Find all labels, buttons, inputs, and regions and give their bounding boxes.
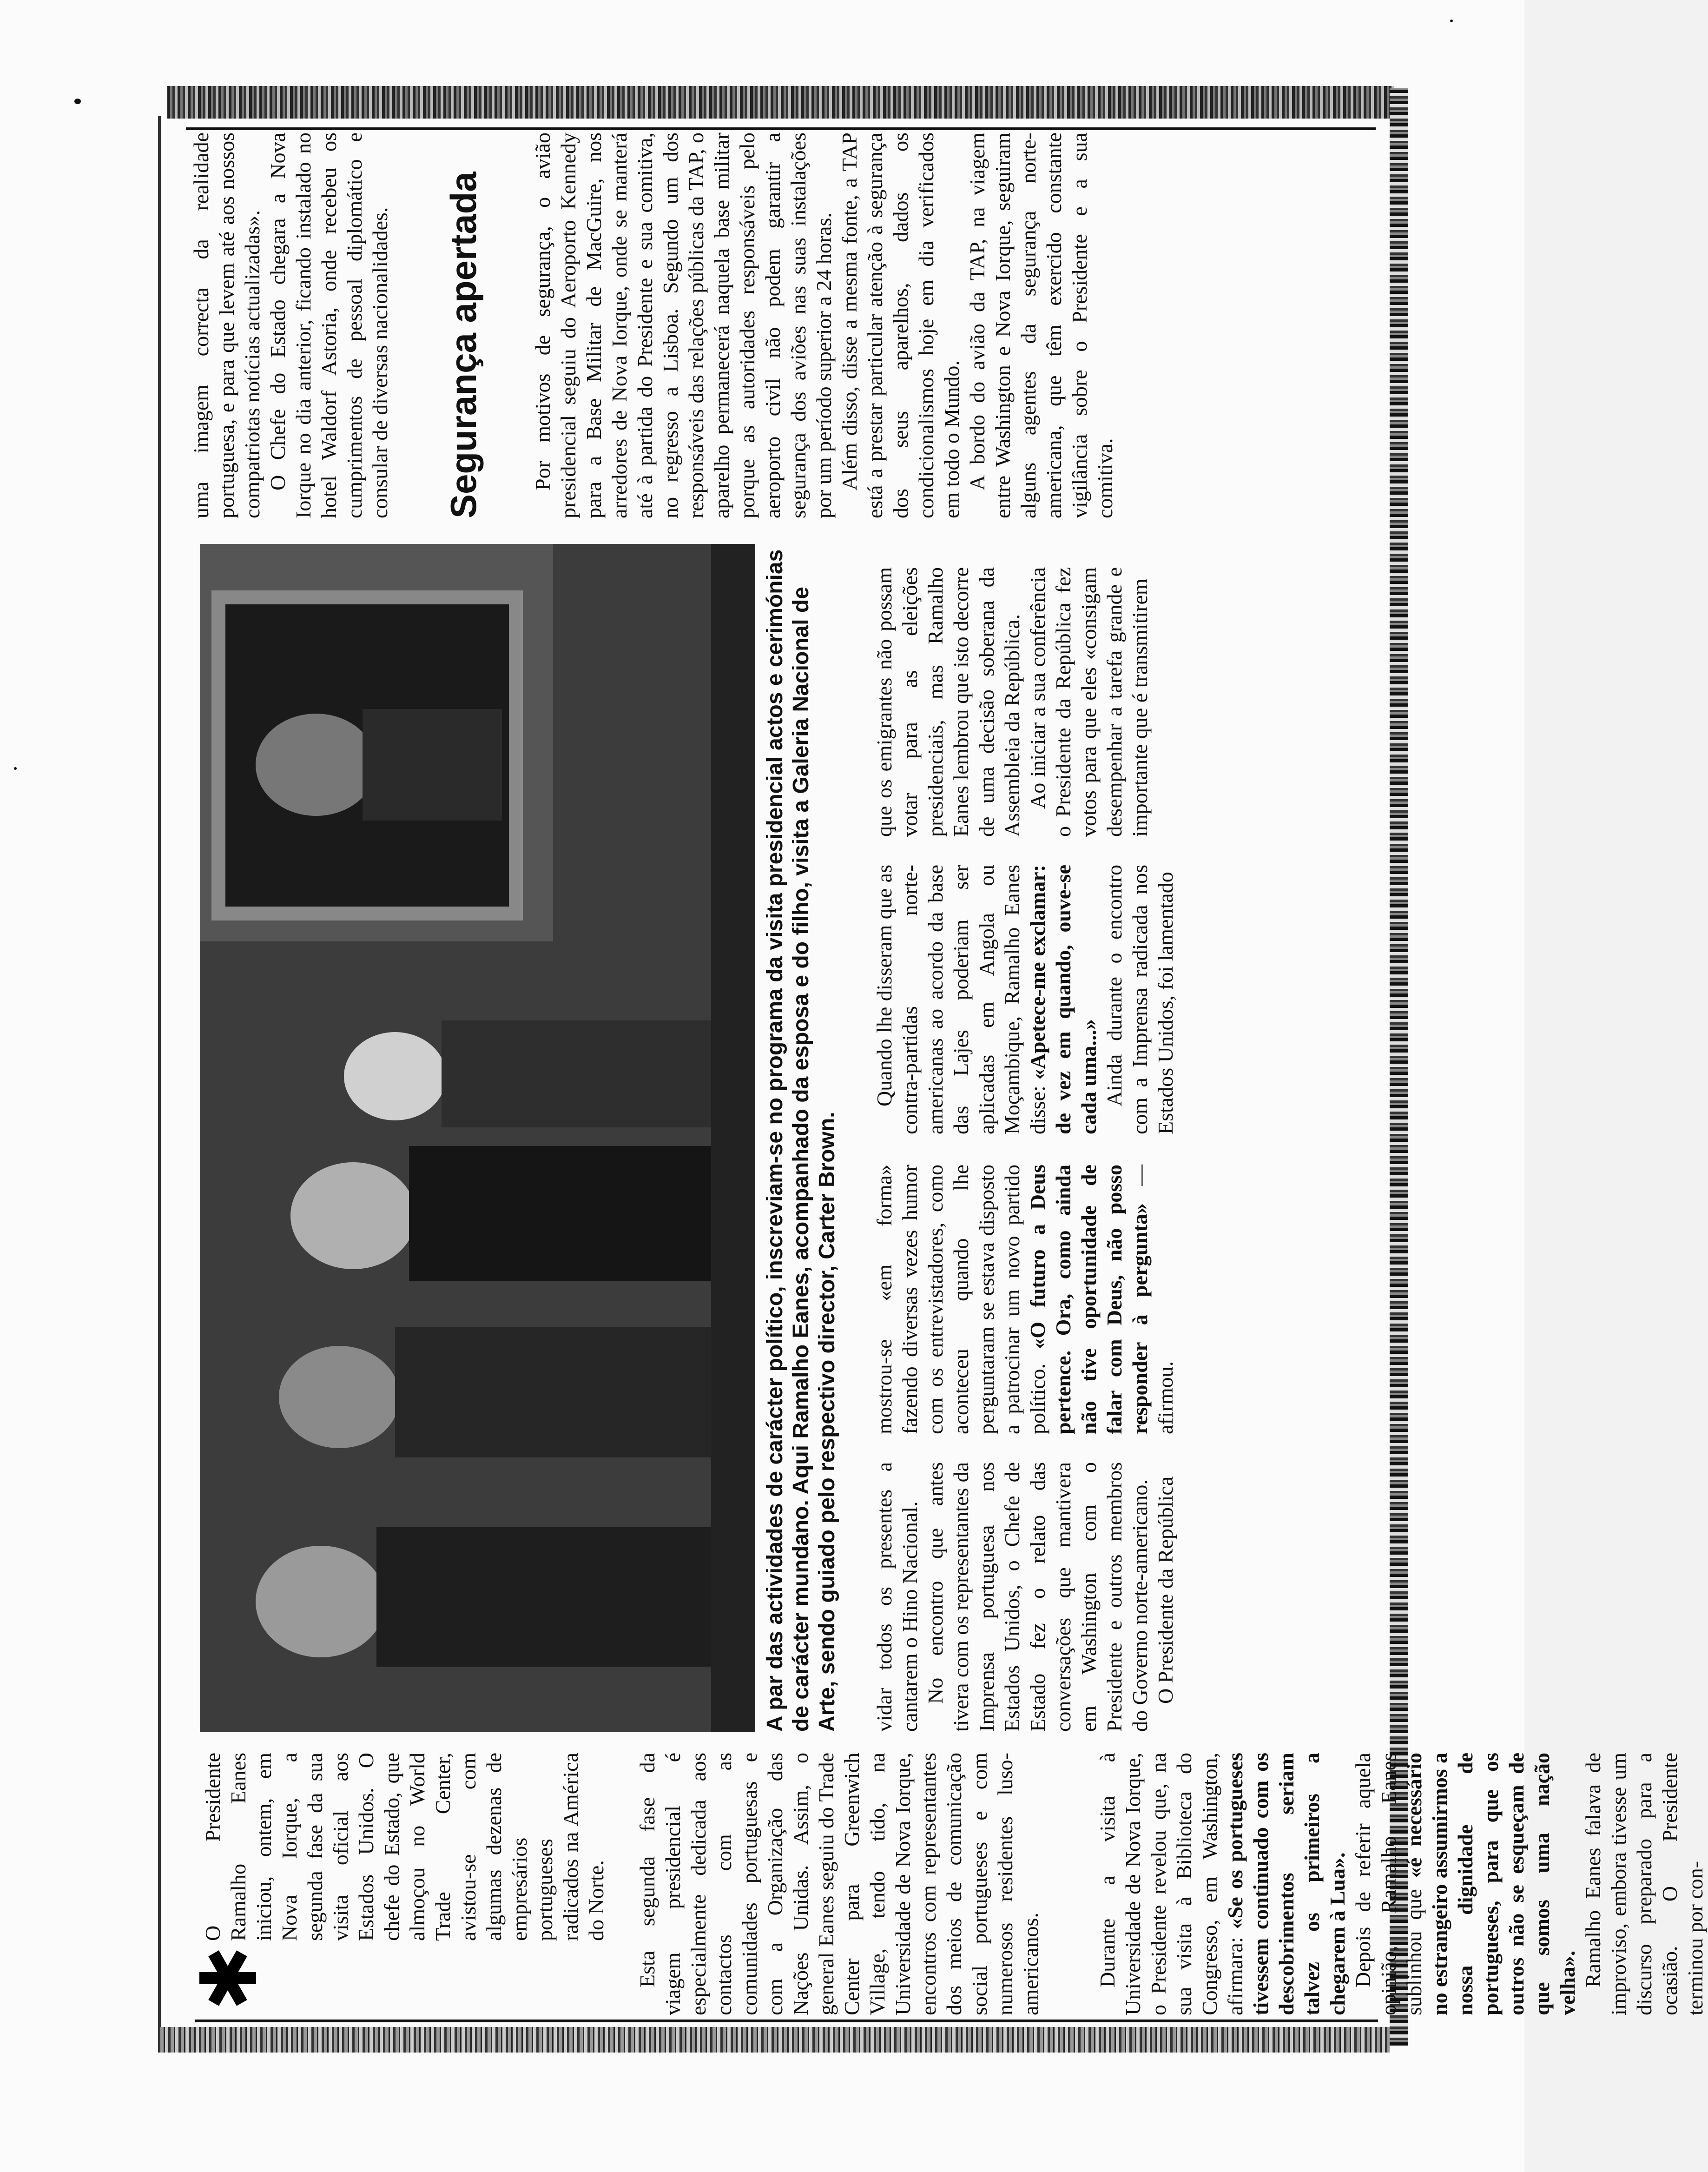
- text-run: Depois de referir aquela opinião, Ramalho Eanes sublinhou que: [1351, 1753, 1426, 2015]
- scan-edge-left: [158, 116, 161, 2027]
- text-run: Quando lhe disseram que as contra-partidas norte-americanas ao acordo da base das Lajes poderiam ser aplicadas em Angola ou Moçambique, Ramalho Eanes disse:: [872, 865, 1049, 1134]
- scan-edge-right: [1390, 88, 1408, 2046]
- paragraph: Por motivos de segurança, o avião presidencial seguiu do Aeroporto Kennedy para a Base Militar de MacGuire, nos arredores de Nova Iorque, onde se manterá até à partida do Presidente e sua comitiva, no regresso a Lisboa. Segundo um dos responsáveis das relações públicas da TAP, o aparelho permanecerá naquela base militar porque as autoridades responsáveis pelo aeroporto civil não podem garantir a segurança dos aviões nas suas instalações por um período superior a 24 horas.: [531, 132, 836, 518]
- column-rule: [195, 2020, 1378, 2022]
- article-column-1: [200, 1753, 1708, 2015]
- paragraph: [871, 865, 1101, 1134]
- quote-bold: «O futuro a Deus pertence. Ora, como ainda não tive oportunidade de falar com Deus, não posso responder à pergunta»: [1026, 1164, 1152, 1434]
- article-rotated: [167, 116, 1707, 2027]
- paragraph: [871, 1165, 1178, 1434]
- paragraph: A bordo do avião da TAP, na viagem entre Washington e Nova Iorque, seguiram alguns agentes da segurança norte-americana, que têm exercido constante vigilância sobre o Presidente e a sua comitiva.: [965, 132, 1117, 518]
- text-run: — afirmou.: [1128, 1164, 1177, 1434]
- paragraph: [1095, 1753, 1350, 2015]
- article-column-4: [871, 865, 1178, 1134]
- newspaper-clipping: [167, 116, 1707, 2027]
- paragraph: vidar todos os presentes a cantarem o Hino Nacional.: [872, 1462, 922, 1732]
- article-column-7: [530, 132, 1118, 518]
- paragraph: que os emigrantes não possam votar para as eleições presidenciais, mas Ramalho Eanes lembrou que isto decorre de uma decisão soberana da Assembleia da República.: [872, 567, 1024, 837]
- scan-edge-bottom: [158, 2027, 1390, 2053]
- quote-bold: «é necessário no estrangeiro assumirmos a nossa dignidade de portugueses, para que os outros não se esqueçam de que somos uma nação velha».: [1402, 1753, 1579, 2015]
- section-heading: Segurança apertada: [443, 172, 484, 518]
- paragraph: O Presidente Ramalho Eanes iniciou, ontem, em Nova Iorque, a segunda fase da sua visita oficial aos Estados Unidos. O chefe do Estado, que almoçou no World Trade Center, avistou-se com algumas dezenas de empresários portugueses radicados na América do Norte.: [201, 1753, 608, 1941]
- paragraph: Ramalho Eanes falava de improviso, embora tivesse um discurso preparado para a ocasião. O Presidente terminou por con-: [1581, 1753, 1707, 2015]
- paragraph: O Presidente da República: [1154, 1476, 1177, 1704]
- article-column-2: [871, 1462, 1178, 1732]
- ink-speck: [14, 767, 17, 770]
- paragraph: No encontro que antes tivera com os representantes da Imprensa portuguesa nos Estados Unidos, o Chefe de Estado fez o relato das conversações que mantivera em Washington com o Presidente e outros membros do Governo norte-americano.: [923, 1462, 1152, 1732]
- photograph-gallery-visit: [200, 544, 755, 1732]
- text-run: Durante a visita à Universidade de Nova Iorque, o Presidente revelou que, na sua visita à Biblioteca do Congresso, em Washington, afirmara:: [1095, 1753, 1247, 2015]
- article-column-5: [871, 567, 1153, 837]
- quote-bold: «Apetece-me exclamar: de vez em quando, ouve-se cada uma...»: [1026, 864, 1101, 1134]
- ink-speck: [1450, 20, 1453, 22]
- quote-bold: «Se os portugueses tivessem continuado com os descobrimentos seriam talvez os primeiros a chegarem à Lua».: [1223, 1753, 1349, 2015]
- article-column-6: [188, 132, 393, 518]
- paragraph: Ao iniciar a sua conferência o Presidente da República fez votos para que eles «consigam desempenhar a tarefa grande e importante que é transmitirem: [1026, 567, 1152, 837]
- paragraph: O Chefe do Estado chegara a Nova Iorque no dia anterior, ficando instalado no hotel Waldorf Astoria, onde recebeu os cumprimentos de pessoal diplomático e consular de diversas nacionalidades.: [266, 132, 392, 518]
- ink-speck: [74, 99, 81, 104]
- column-rule: [186, 127, 1376, 130]
- paragraph: Além disso, disse a mesma fonte, a TAP está a prestar particular atenção à segurança dos seus aparelhos, dados os condicionalismos hoje em dia verificados em todo o Mundo.: [838, 132, 963, 518]
- article-column-3: [871, 1165, 1178, 1434]
- photo-caption: A par das actividades de carácter político, inscreviam-se no programa da visita presidencial actos e cerimónias de carácter mundano. Aqui Ramalho Eanes, acompanhado da esposa e do filho, visita a Galeria Nacional de Arte, sendo guiado pelo respectivo director, Carter Brown.: [763, 549, 839, 1732]
- text-run: mostrou-se «em forma» fazendo diversas vezes humor com os entrevistadores, como aconteceu quando lhe perguntaram se estava disposto a patrocinar um novo partido político.: [872, 1165, 1049, 1434]
- paragraph: Esta segunda fase da viagem presidencial é especialmente dedicada aos contactos com as comunidades portuguesas e com a Organização das Nações Unidas. Assim, o general Eanes seguiu do Trade Center para Greenwich Village, tendo tido, na Universidade de Nova Iorque, encontros com representantes dos meios de comunicação social portugueses e com numerosos residentes luso-americanos.: [635, 1753, 1042, 2015]
- paragraph: Ainda durante o encontro com a Imprensa radicada nos Estados Unidos, foi lamentado: [1102, 865, 1177, 1134]
- paragraph: uma imagem correcta da realidade portuguesa, e para que levem até aos nossos compatriotas notícias actualizadas».: [189, 132, 264, 518]
- scan-edge-top: [167, 86, 1394, 119]
- paragraph: [1350, 1753, 1580, 2015]
